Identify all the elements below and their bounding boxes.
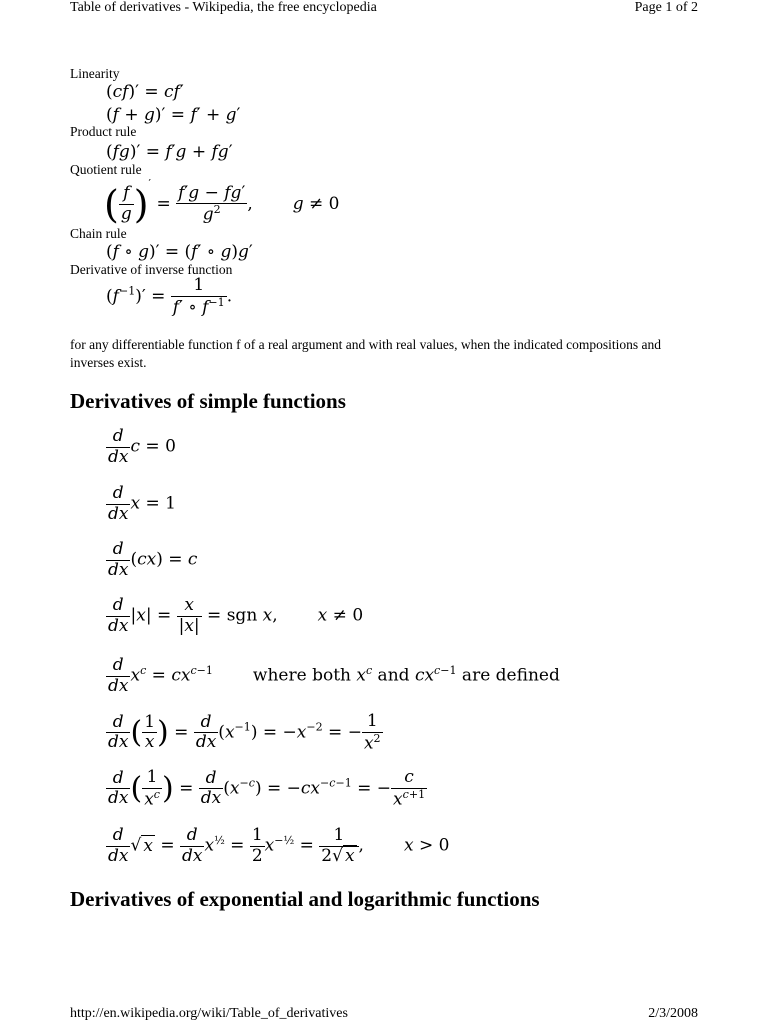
section-heading-explog: Derivatives of exponential and logarithmic functions — [70, 887, 540, 911]
formula-constant: $\frac{d}{dx}$ c = 0 — [108, 426, 176, 467]
section-heading-simple: Derivatives of simple functions — [70, 389, 346, 413]
rule-label-linearity: Linearity — [70, 66, 120, 81]
formula-identity: $\frac{d}{dx}$ x = 1 — [108, 483, 176, 524]
formula-product: (fg)′ = f′g + fg′ — [106, 142, 233, 162]
rule-label-inverse: Derivative of inverse function — [70, 262, 233, 277]
rule-label-product: Product rule — [70, 124, 137, 139]
print-header-title: Table of derivatives - Wikipedia, the free encyclopedia — [70, 0, 377, 15]
rules-paragraph: for any differentiable function f of a real argument and with real values, when the indicated compositions and inverses exist. — [70, 337, 662, 370]
print-footer-url: http://en.wikipedia.org/wiki/Table_of_derivatives — [70, 1006, 348, 1021]
print-header-page: Page 1 of 2 — [634, 0, 698, 15]
rule-label-chain: Chain rule — [70, 226, 127, 241]
formula-linearity-2: (f + g)′ = f′ + g′ — [106, 105, 241, 125]
formula-abs: $\frac{d}{dx}$ |x| = $\frac{x}{|x|}$ = sgn x, x ≠ 0 — [108, 595, 364, 636]
formula-neg-power: $\frac{d}{dx}$ ( $\frac{1}{x^c}$ ) = $\frac{d}{dx}$ $(x^{-c}) = -cx^{-c-1}$ = − $\frac{c}{x^{c+1}}$ — [108, 767, 426, 810]
rule-label-quotient: Quotient rule — [70, 162, 142, 177]
formula-reciprocal: $\frac{d}{dx}$ ( $\frac{1}{x}$ ) = $\frac{d}{dx}$ $(x^{-1}) = -x^{-2}$ = − $\frac{1}{x^2}$ — [108, 711, 381, 754]
formula-power: $\frac{d}{dx}$ $x^c = cx^{c-1}$ where both $x^c$ and $cx^{c-1}$ are defined — [108, 655, 560, 696]
formula-chain: (f ∘ g)′ = (f′ ∘ g)g′ — [106, 242, 253, 262]
formula-linear: $\frac{d}{dx}$ (cx) = c — [108, 539, 198, 580]
formula-inverse: $(f^{-1})'$ = $\frac{1}{f' \circ f^{-1}}$ . — [106, 275, 233, 318]
formula-linearity-1: (cf)′ = cf′ — [106, 82, 184, 102]
formula-quotient: ( $\frac{f}{g}$ )′ = $\frac{f'g - fg'}{g^2}$ , g ≠ 0 — [104, 177, 340, 227]
print-footer-date: 2/3/2008 — [648, 1006, 698, 1021]
formula-sqrt: $\frac{d}{dx}$ √ x = $\frac{d}{dx}$ $x^{\frac{1}{2}}$ = $\frac{1}{2}$ $x^{-\frac{1}{2}}$ = $\frac{1}{2√ x}$ , x > 0 — [108, 825, 450, 866]
